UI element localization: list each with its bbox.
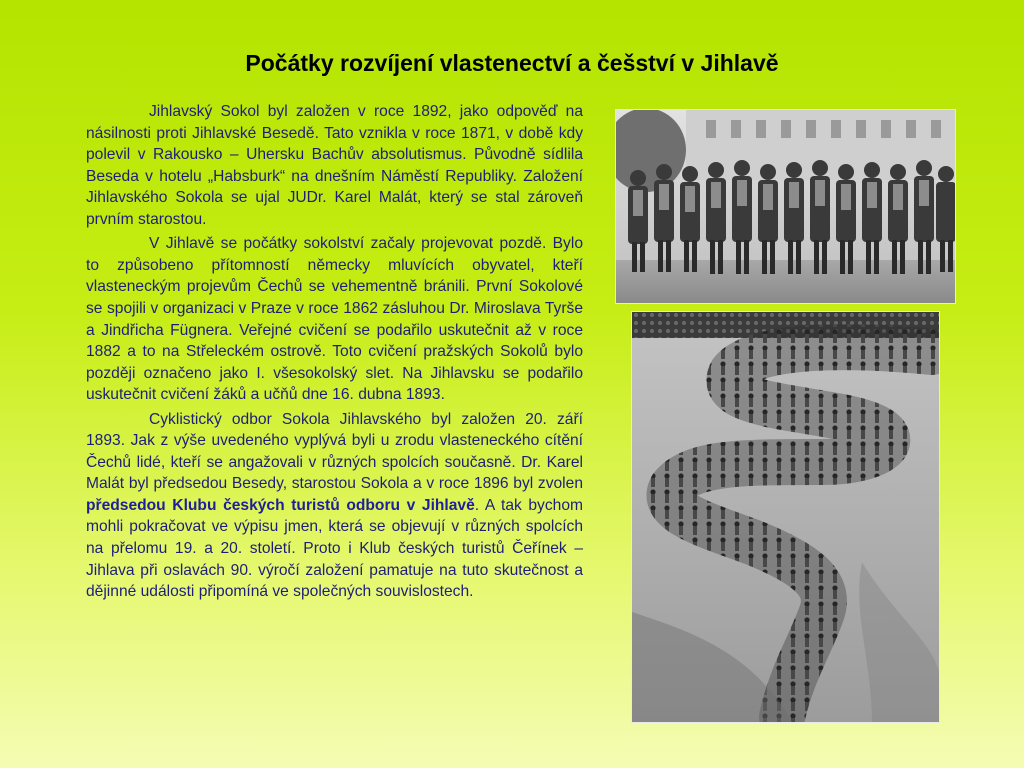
paragraph-text-end: . A tak bychom mohli pokračovat ve výpisu jmen, která se objevují v různých spolcích na přelomu 19. a 20. století. Proto i Klub českých turistů Čeřínek – Jihlava při oslavách 90. výročí založení pamatuje na tuto skutečnost a dějinné události připomíná ve společných souvislostech. xyxy=(86,496,583,601)
sokol-group-photo xyxy=(615,109,956,304)
slide-title: Počátky rozvíjení vlastenectví a češství v Jihlavě xyxy=(245,50,779,76)
paragraph-sokol-beginnings: V Jihlavě se počátky sokolství začaly projevovat pozdě. Bylo to způsobeno přítomností německy mluvících obyvatel, kteří vlasteneckým projevům Čechů se vehementně bránili. První Sokolové se spojili v organizaci v Praze v roce 1862 zásluhou Dr. Miroslava Tyrše a Jindřicha Fügnera. Veřejné cvičení se podařilo uskutečnit až v roce 1882 a to na Střeleckém ostrově. Toto cvičení pražských Sokolů bylo později označeno jako I. všesokolský slet. Na Jihlavsku se podařilo uskutečnit cvičení žáků a učňů dne 16. dubna 1893. xyxy=(86,235,583,404)
paragraph-text-start: Cyklistický odbor Sokola Jihlavského byl založen 20. září 1893. Jak z výše uvedeného vyplývá byli u zrodu vlasteneckého cítění Čechů lidé, kteří se angažovali v různých spolcích současně. Dr. Karel Malát byl předsedou Besedy, starostou Sokola a v roce 1896 byl zvolen xyxy=(86,410,583,493)
paragraph-cycling-section xyxy=(86,409,583,603)
highlight-kct-chairman: předsedou Klubu českých turistů odboru v Jihlavě xyxy=(86,496,475,514)
paragraph-sokol-founding: Jihlavský Sokol byl založen v roce 1892, jako odpověď na násilnosti proti Jihlavské Besedě. Tato vznikla v roce 1871, v době kdy polevil v Rakousko – Uhersku Bachův absolutismus. Původně sídlila Beseda v hotelu „Habsburk“ na dnešním Náměstí Republiky. Založení Jihlavského Sokola se ujal JUDr. Karel Malát, který se stal zároveň prvním starostou. xyxy=(86,103,583,228)
body-text xyxy=(86,101,583,605)
sokol-mass-exercise-photo xyxy=(631,311,940,723)
